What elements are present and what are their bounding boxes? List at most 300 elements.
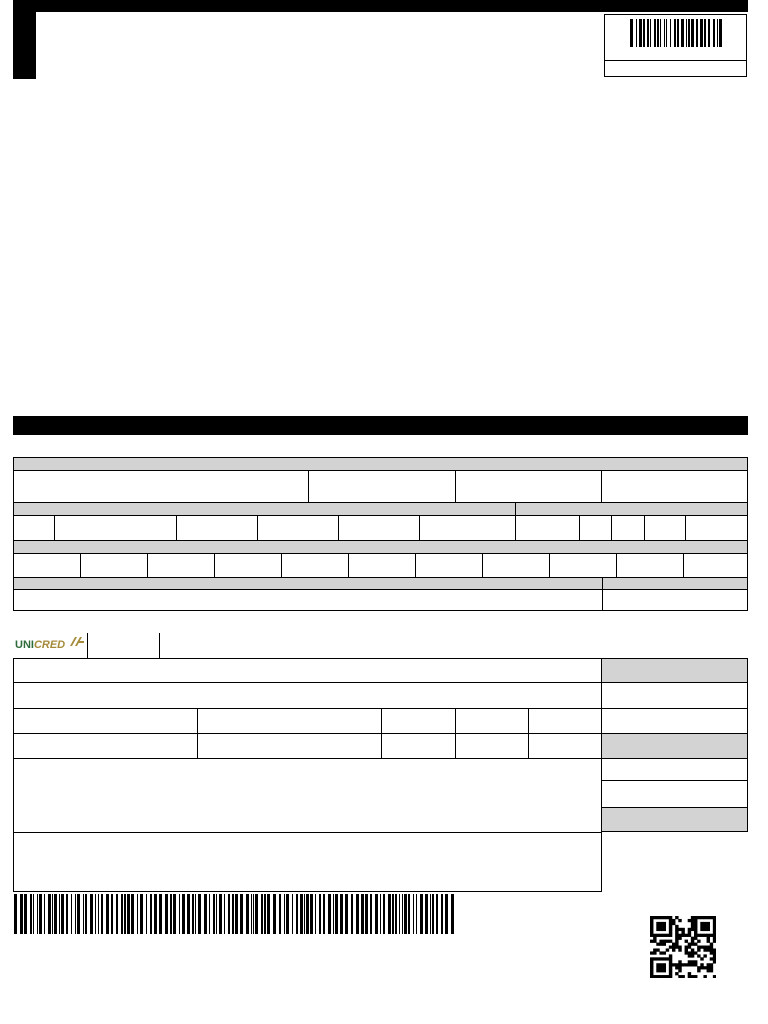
barcode-bar [340, 894, 343, 934]
form-a-field [550, 554, 617, 577]
qr-module [688, 946, 691, 949]
qr-module [653, 957, 656, 960]
barcode-bar [392, 894, 394, 934]
barcode-bar [106, 894, 109, 934]
qr-module [659, 951, 662, 954]
qr-module [656, 969, 659, 972]
qr-module [691, 948, 694, 951]
qr-module [675, 916, 678, 919]
qr-module [707, 928, 710, 931]
barcode-bar [351, 894, 353, 934]
barcode-bar [83, 894, 84, 934]
barcode-bar [639, 19, 642, 47]
qr-module [678, 946, 681, 949]
qr-module [707, 934, 710, 937]
qr-module [656, 922, 659, 925]
qr-module [688, 931, 691, 934]
qr-module [656, 925, 659, 928]
qr-module [669, 916, 672, 919]
barcode-bar [696, 19, 698, 47]
qr-module [663, 928, 666, 931]
qr-module [663, 963, 666, 966]
qr-module [710, 957, 713, 960]
form-a-field [309, 471, 456, 502]
qr-module [710, 948, 713, 951]
qr-module [681, 928, 684, 931]
qr-module [678, 963, 681, 966]
barcode-bar [681, 19, 684, 47]
qr-module [669, 954, 672, 957]
slip-row-bank-use [13, 733, 602, 759]
barcode-bar [395, 894, 397, 934]
qr-module [650, 969, 653, 972]
qr-module [707, 916, 710, 919]
qr-module [659, 943, 662, 946]
barcode-bar [146, 894, 147, 934]
form-a-row-3 [13, 553, 748, 578]
barcode-bar [413, 894, 414, 934]
barcode-bar [677, 19, 679, 47]
qr-module [697, 966, 700, 969]
qr-module [659, 966, 662, 969]
qr-module [669, 928, 672, 931]
barcode-bar [356, 894, 359, 934]
qr-module [672, 919, 675, 922]
barcode-bar [264, 894, 266, 934]
qr-module [691, 928, 694, 931]
qr-module [688, 954, 691, 957]
barcode-bar [323, 894, 325, 934]
qr-module [666, 934, 669, 937]
barcode-bar [700, 19, 703, 47]
barcode-bar [279, 894, 281, 934]
barcode-bar [261, 894, 263, 934]
barcode-bar [85, 894, 87, 934]
qr-module [675, 931, 678, 934]
qr-module [678, 960, 681, 963]
qr-module [703, 946, 706, 949]
qr-module [663, 969, 666, 972]
qr-module [666, 916, 669, 919]
barcode-bar [451, 894, 454, 934]
barcode-bar [310, 894, 313, 934]
qr-module [656, 948, 659, 951]
barcode-bar [59, 894, 60, 934]
barcode-bar [284, 894, 285, 934]
qr-module [650, 957, 653, 960]
qr-module [678, 919, 681, 922]
qr-module [650, 975, 653, 978]
barcode-bar [402, 894, 403, 934]
header-barcode [630, 19, 722, 47]
qr-module [700, 922, 703, 925]
qr-module [678, 934, 681, 937]
qr-module [694, 928, 697, 931]
bank-logo-symbol-icon [69, 636, 85, 647]
qr-module [650, 928, 653, 931]
barcode-bar [660, 19, 661, 47]
barcode-bar [154, 894, 157, 934]
qr-module [710, 951, 713, 954]
qr-module [663, 922, 666, 925]
qr-module [691, 937, 694, 940]
qr-module [697, 969, 700, 972]
slip-field-surcharge [601, 780, 748, 808]
barcode-bar [432, 894, 434, 934]
qr-module [669, 934, 672, 937]
barcode-bar [643, 19, 645, 47]
slip-field [198, 709, 382, 733]
barcode-bar [304, 894, 305, 934]
qr-module [703, 922, 706, 925]
qr-module [710, 946, 713, 949]
qr-module [650, 963, 653, 966]
slip-field-discount [601, 758, 748, 781]
qr-module [688, 919, 691, 922]
qr-module [694, 937, 697, 940]
qr-module [653, 940, 656, 943]
qr-module [653, 916, 656, 919]
barcode-bar [116, 894, 118, 934]
barcode-bar [713, 19, 715, 47]
header-barcode-caption-box [604, 60, 747, 77]
qr-module [688, 943, 691, 946]
barcode-bar [235, 894, 238, 934]
barcode-bar [708, 19, 710, 47]
form-a-field [14, 590, 603, 610]
barcode-bar [666, 19, 667, 47]
section-divider-bar [13, 416, 748, 435]
barcode-bar [140, 894, 143, 934]
barcode-bar [219, 894, 222, 934]
qr-module [694, 963, 697, 966]
qr-module [713, 934, 716, 937]
qr-module [713, 957, 716, 960]
qr-module [691, 922, 694, 925]
qr-module [663, 940, 666, 943]
qr-module [697, 946, 700, 949]
qr-module [713, 948, 716, 951]
qr-module [669, 969, 672, 972]
barcode-bar [24, 894, 27, 934]
qr-module [691, 963, 694, 966]
form-a-field [177, 516, 258, 540]
qr-module [691, 951, 694, 954]
qr-module [669, 940, 672, 943]
qr-module [672, 943, 675, 946]
qr-module [659, 940, 662, 943]
slip-field [14, 709, 198, 733]
qr-module [710, 934, 713, 937]
qr-module [669, 972, 672, 975]
qr-module [688, 972, 691, 975]
qr-module [713, 922, 716, 925]
qr-module [650, 922, 653, 925]
qr-module [688, 934, 691, 937]
qr-module [688, 960, 691, 963]
qr-module [678, 966, 681, 969]
qr-module [703, 934, 706, 937]
form-a-field [14, 516, 55, 540]
qr-module [650, 966, 653, 969]
qr-module [713, 916, 716, 919]
barcode-bar [165, 894, 168, 934]
qr-module [656, 928, 659, 931]
qr-module [713, 919, 716, 922]
qr-module [697, 948, 700, 951]
qr-module [675, 925, 678, 928]
form-a-row-1 [13, 470, 748, 503]
slip-field [198, 734, 382, 758]
qr-module [675, 934, 678, 937]
qr-module [703, 975, 706, 978]
barcode-bar [33, 894, 34, 934]
bank-logo [15, 635, 87, 649]
barcode-bar [670, 19, 671, 47]
qr-module [669, 922, 672, 925]
barcode-bar [246, 894, 249, 934]
barcode-bar [657, 19, 659, 47]
form-a-field [258, 516, 339, 540]
qr-module [656, 957, 659, 960]
qr-module [685, 940, 688, 943]
qr-module [663, 966, 666, 969]
form-a-subheader-row [13, 502, 748, 516]
barcode-bar [195, 894, 196, 934]
qr-module [678, 948, 681, 951]
barcode-bar [436, 894, 438, 934]
barcode-bar [14, 894, 17, 934]
barcode-bar [636, 19, 637, 47]
qr-module [650, 940, 653, 943]
qr-module [666, 948, 669, 951]
qr-module [703, 928, 706, 931]
form-a-field [516, 516, 580, 540]
slip-field-document-value [601, 733, 748, 759]
form-a-header-row [13, 457, 748, 471]
qr-module [685, 948, 688, 951]
barcode-bar [306, 894, 309, 934]
barcode-bar [159, 894, 162, 934]
barcode-bar [296, 894, 298, 934]
barcode-bar [253, 894, 254, 934]
barcode-bar [121, 894, 123, 934]
qr-module [707, 948, 710, 951]
barcode-bar [691, 19, 694, 47]
qr-module [669, 975, 672, 978]
qr-module [707, 940, 710, 943]
qr-module [681, 931, 684, 934]
barcode-bar [75, 894, 76, 934]
header-barcode-box [604, 14, 747, 61]
qr-module [710, 916, 713, 919]
qr-module [650, 934, 653, 937]
qr-module [666, 940, 669, 943]
qr-module [703, 948, 706, 951]
qr-module [685, 963, 688, 966]
qr-module [675, 946, 678, 949]
qr-module [675, 963, 678, 966]
barcode-bar [647, 19, 649, 47]
qr-module [650, 925, 653, 928]
qr-module [675, 937, 678, 940]
qr-module [707, 937, 710, 940]
qr-module [713, 931, 716, 934]
qr-module [659, 928, 662, 931]
header-left-block [13, 0, 36, 79]
pix-qr-code-icon [650, 916, 716, 978]
qr-module [663, 916, 666, 919]
barcode-bar [111, 894, 113, 934]
barcode-bar [213, 894, 215, 934]
barcode-bar [399, 894, 400, 934]
payment-barcode [14, 894, 454, 934]
form-a-row-4 [13, 589, 748, 611]
slip-field [382, 709, 456, 733]
qr-module [700, 925, 703, 928]
qr-module [691, 919, 694, 922]
qr-module [659, 916, 662, 919]
barcode-bar [719, 19, 722, 47]
barcode-bar [192, 894, 194, 934]
barcode-bar [335, 894, 338, 934]
qr-module [675, 928, 678, 931]
qr-module [703, 916, 706, 919]
qr-module [703, 925, 706, 928]
qr-module [713, 960, 716, 963]
form-a-field [14, 554, 81, 577]
qr-module [694, 943, 697, 946]
barcode-bar [251, 894, 252, 934]
barcode-bar [204, 894, 207, 934]
barcode-bar [61, 894, 64, 934]
barcode-bar [66, 894, 68, 934]
barcode-bar [365, 894, 368, 934]
barcode-bar [137, 894, 138, 934]
qr-module [691, 943, 694, 946]
qr-module [659, 957, 662, 960]
barcode-bar [131, 894, 134, 934]
qr-module [669, 919, 672, 922]
barcode-bar [319, 894, 321, 934]
barcode-bar [664, 19, 665, 47]
qr-module [700, 966, 703, 969]
barcode-bar [95, 894, 96, 934]
barcode-bar [380, 894, 381, 934]
qr-module [707, 946, 710, 949]
slip-row-doc-info [13, 708, 602, 734]
barcode-bar [209, 894, 210, 934]
barcode-bar [39, 894, 42, 934]
qr-module [656, 943, 659, 946]
barcode-bar [328, 894, 331, 934]
barcode-bar [187, 894, 190, 934]
qr-module [669, 925, 672, 928]
barcode-bar [216, 894, 217, 934]
slip-body [13, 658, 748, 892]
qr-module [669, 931, 672, 934]
qr-module [659, 975, 662, 978]
barcode-bar [425, 894, 428, 934]
qr-module [685, 946, 688, 949]
form-a-subheader-divider [14, 503, 516, 515]
qr-module [650, 931, 653, 934]
barcode-bar [370, 894, 372, 934]
qr-module [663, 951, 666, 954]
form-a-field [349, 554, 416, 577]
qr-module [650, 916, 653, 919]
qr-module [659, 934, 662, 937]
qr-module [650, 919, 653, 922]
barcode-bar [232, 894, 234, 934]
form-a-row-2 [13, 515, 748, 541]
qr-module [694, 925, 697, 928]
barcode-bar [124, 894, 126, 934]
qr-module [656, 975, 659, 978]
qr-module [666, 975, 669, 978]
qr-module [713, 940, 716, 943]
qr-module [656, 966, 659, 969]
barcode-bar [630, 19, 633, 47]
barcode-bar [333, 894, 334, 934]
qr-module [685, 951, 688, 954]
form-a-field [456, 471, 602, 502]
barcode-bar [54, 894, 57, 934]
qr-module [700, 916, 703, 919]
barcode-bar [44, 894, 45, 934]
qr-module [663, 943, 666, 946]
qr-module [710, 969, 713, 972]
qr-module [663, 934, 666, 937]
qr-module [669, 966, 672, 969]
qr-module [678, 937, 681, 940]
barcode-bar [90, 894, 93, 934]
barcode-bar [717, 19, 718, 47]
barcode-bar [416, 894, 417, 934]
form-a-field [81, 554, 148, 577]
qr-module [697, 954, 700, 957]
qr-module [653, 975, 656, 978]
barcode-bar [150, 894, 152, 934]
barcode-bar [127, 894, 130, 934]
qr-module [653, 948, 656, 951]
barcode-bar [255, 894, 258, 934]
bank-code-divider-left [87, 633, 88, 658]
barcode-bar [20, 894, 23, 934]
qr-module [700, 928, 703, 931]
qr-module [650, 972, 653, 975]
barcode-bar [441, 894, 443, 934]
barcode-bar [674, 19, 676, 47]
qr-module [685, 934, 688, 937]
qr-module [700, 946, 703, 949]
barcode-bar [430, 894, 431, 934]
barcode-bar [77, 894, 80, 934]
qr-module [688, 928, 691, 931]
qr-module [659, 922, 662, 925]
qr-module [694, 975, 697, 978]
qr-module [697, 940, 700, 943]
form-a-field [215, 554, 282, 577]
barcode-bar [71, 894, 72, 934]
qr-module [691, 940, 694, 943]
qr-module [697, 934, 700, 937]
barcode-bar [315, 894, 316, 934]
qr-module [700, 934, 703, 937]
barcode-bar [173, 894, 176, 934]
header-top-bar [13, 0, 748, 12]
bank-logo-wordmark: UNICRED [15, 639, 66, 651]
